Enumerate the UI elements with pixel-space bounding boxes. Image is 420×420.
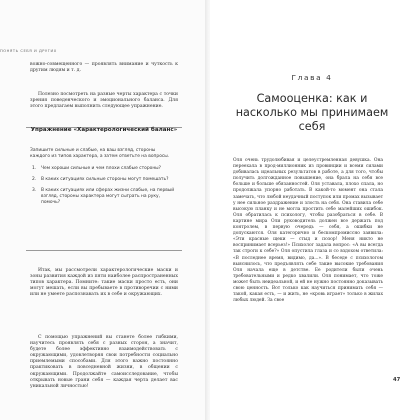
question-number: 2. (32, 177, 37, 182)
question-text: В каких ситуациях или сферах жизни слабые, на первый взгляд, стороны характера могут сыграть на руку, помочь? (41, 188, 175, 205)
left-paragraph-4: С помощью упражнений вы станете более гибкими, научитесь проявлять себя с разных сторон, а значит, будете более эффективно взаимодействовать с окружающими, удовлетворяя свои потребности социально приемлемыми способами. Для этого важно постоянно практиковать в повседневной жизни, в общении с окружающими. Продолжайте самоисследование, чтобы открывать новые грани себя — каждая черта делает вас уникальной личностью! (30, 335, 178, 389)
exercise-question-list (30, 166, 176, 211)
left-paragraph-3: Итак, мы рассмотрели характерологические маски и зоны развития каждой из пяти наиболее распространенных типов характера. Помните: такие маски просто есть, они могут мешать, если вы пребываете в противоречии с ними или не умеете распознавать их в себе и окружающих. (30, 268, 178, 298)
chapter-title: Самооценка: как и насколько мы принимаем себя (235, 92, 389, 134)
exercise-question (30, 166, 176, 172)
page-number: 47 (393, 377, 401, 383)
exercise-question (30, 188, 176, 206)
exercise-question (30, 177, 176, 183)
running-head: ПОНЯТЬ СЕБЯ И ДРУГИХ (0, 49, 57, 53)
exercise-intro: Запишите сильные и слабые, на ваш взгляд, стороны каждого из типов характера, а затем ответьте на вопросы. (30, 148, 170, 159)
question-text: В каких ситуациях сильные стороны могут помешать? (41, 177, 169, 182)
chapter-label: Глава 4 (291, 73, 333, 82)
question-number: 1. (32, 166, 37, 171)
question-number: 3. (32, 188, 37, 193)
question-text: Чем хороши сильные и чем плохи слабые стороны? (41, 166, 161, 171)
left-paragraph-2: Полезно посмотреть на разные черты характера с точки зрения поведенческого и эмоционального баланса. Для этого предлагаем выполнить следующее упражнение. (30, 92, 178, 110)
left-page (0, 0, 207, 420)
right-paragraph-1: Оля очень трудолюбивая и целеустремленная девушка. Она переехала в прод-миллионник из провинции и всеми силами добивалась идеальных результатов в работе, а для того, чтобы получить долгожданное повышение, она брала на себя все больше и больше обязанностей. Оля уставала, плохо спала, но продолжала упорно работать. В какой-то момент она стала замечать, что любой неудачный поступок или промах вызывает у нее сильное раздражение и злость на себя. Она ставила себе высокую планку и не могла простить себе малейших ошибок. Оля обратилась к психологу, чтобы разобраться в себе. В картине мира Оли руководитель должен все держать под контролем, в первую очередь — себя, а ошибки не допускаются. Оля категорично и бескомпромиссно заявила: «Эти красные щеки — стыд и позор! Меня никто не воспринимает всерьез!» Психолог задала вопрос: «А вы всегда так строги к себе?» Оля опустила глаза и со вздохом ответила: «В последнее время, видимо, да...». В беседе с психологом выяснилось, что предъявлять себе такие высокие требования Оля начала еще в детстве. Ее родители были очень требовательными и редко хвалили. Оля понимает, что тоже может быть неидеальной, и ей не нужно постоянно доказывать свою ценность. Вот только как научиться принимать себя — такой, какая есть, — и жить, не «кровь играет» только в жилах любых людей. За свое (233, 158, 383, 304)
exercise-title: Упражнение «Характерологический баланс» (30, 127, 178, 133)
left-paragraph-1: вожно-совмещенного — проявлять внимание и чуткость к другим людям и т. д. (30, 62, 178, 74)
